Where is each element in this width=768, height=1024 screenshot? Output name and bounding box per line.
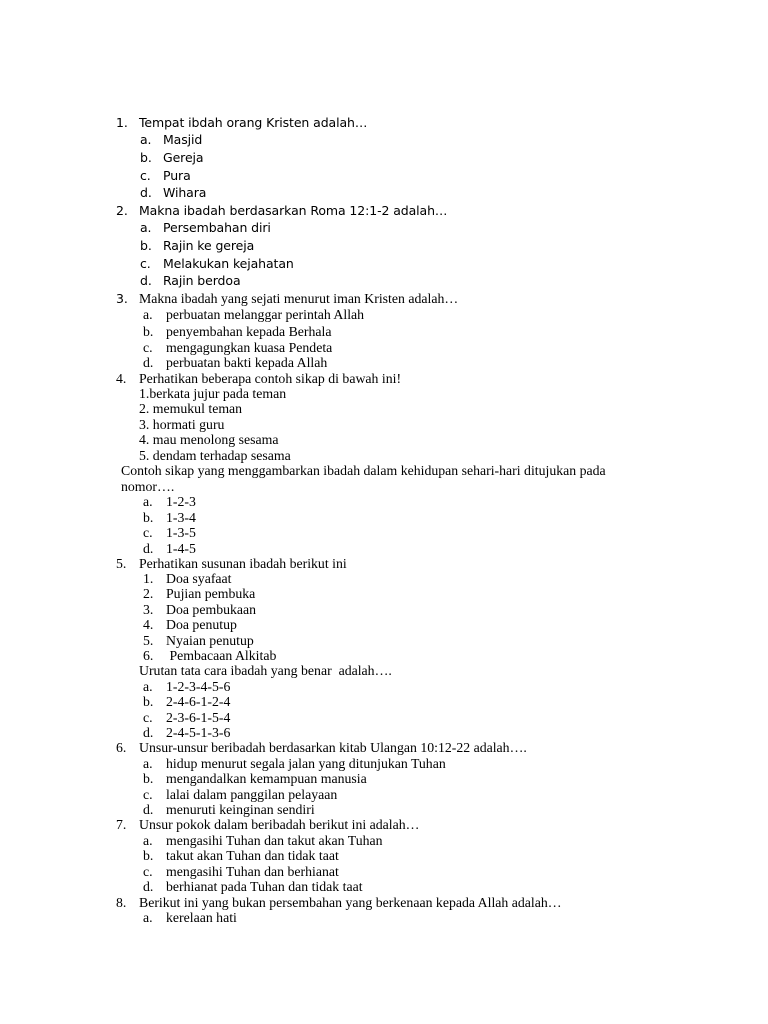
- list-item: 4. mau menolong sesama: [139, 432, 279, 447]
- option-text: Rajin berdoa: [163, 273, 241, 288]
- question-stem: nomor….: [121, 479, 175, 494]
- question-stem: Contoh sikap yang menggambarkan ibadah dalam kehidupan sehari-hari ditujukan pada: [121, 463, 606, 478]
- option-text: 1-2-3: [166, 494, 196, 509]
- option-letter: d.: [143, 355, 154, 370]
- list-item: Pembacaan Alkitab: [166, 648, 277, 663]
- option-letter: a.: [143, 307, 153, 322]
- option-text: perbuatan melanggar perintah Allah: [166, 307, 365, 322]
- option-text: penyembahan kepada Berhala: [166, 324, 332, 339]
- list-item: 5. dendam terhadap sesama: [139, 448, 291, 463]
- option-letter: c.: [143, 340, 153, 355]
- question-stem: Urutan tata cara ibadah yang benar adalah….: [139, 663, 392, 678]
- option-text: 1-2-3-4-5-6: [166, 679, 231, 694]
- option-text: Melakukan kejahatan: [163, 256, 294, 271]
- question-text: Makna ibadah yang sejati menurut iman Kristen adalah…: [139, 291, 459, 306]
- option-letter: d.: [143, 879, 154, 894]
- question-number: 7.: [116, 817, 127, 832]
- list-item: Pujian pembuka: [166, 586, 256, 601]
- option-text: Persembahan diri: [163, 220, 271, 235]
- option-letter: b.: [140, 238, 152, 253]
- option-text: 2-4-6-1-2-4: [166, 694, 231, 709]
- option-letter: b.: [140, 150, 152, 165]
- option-text: hidup menurut segala jalan yang ditunjukan Tuhan: [166, 756, 446, 771]
- option-text: Rajin ke gereja: [163, 238, 255, 253]
- option-letter: d.: [143, 725, 154, 740]
- list-item-number: 5.: [143, 633, 154, 648]
- option-letter: c.: [143, 787, 153, 802]
- option-letter: b.: [143, 848, 154, 863]
- question-text: Perhatikan susunan ibadah berikut ini: [139, 556, 347, 571]
- option-text: berhianat pada Tuhan dan tidak taat: [166, 879, 363, 894]
- option-text: Wihara: [163, 185, 207, 200]
- list-item: 3. hormati guru: [139, 417, 225, 432]
- option-text: Pura: [163, 168, 191, 183]
- option-text: menuruti keinginan sendiri: [166, 802, 315, 817]
- option-text: 2-4-5-1-3-6: [166, 725, 231, 740]
- option-text: mengasihi Tuhan dan berhianat: [166, 864, 339, 879]
- option-text: perbuatan bakti kepada Allah: [166, 355, 328, 370]
- list-item-number: 6.: [143, 648, 154, 663]
- question-text: Berikut ini yang bukan persembahan yang berkenaan kepada Allah adalah…: [139, 895, 562, 910]
- option-text: mengagungkan kuasa Pendeta: [166, 340, 333, 355]
- option-letter: b.: [143, 324, 154, 339]
- option-letter: d.: [140, 273, 152, 288]
- list-item-number: 3.: [143, 602, 154, 617]
- question-number: 8.: [116, 895, 127, 910]
- option-letter: a.: [143, 910, 153, 925]
- option-text: Masjid: [163, 132, 203, 147]
- question-number: 1.: [116, 115, 128, 130]
- option-letter: a.: [140, 132, 152, 147]
- option-letter: d.: [143, 802, 154, 817]
- question-number: 4.: [116, 371, 127, 386]
- option-text: Gereja: [163, 150, 204, 165]
- question-number: 5.: [116, 556, 127, 571]
- question-text: Unsur-unsur beribadah berdasarkan kitab Ulangan 10:12-22 adalah….: [139, 740, 527, 755]
- list-item-number: 4.: [143, 617, 154, 632]
- option-text: takut akan Tuhan dan tidak taat: [166, 848, 339, 863]
- option-letter: a.: [140, 220, 152, 235]
- question-text: Perhatikan beberapa contoh sikap di bawah ini!: [139, 371, 402, 386]
- option-text: 1-3-4: [166, 510, 196, 525]
- question-number: 6.: [116, 740, 127, 755]
- list-item: Doa pembukaan: [166, 602, 257, 617]
- option-letter: c.: [140, 256, 151, 271]
- option-letter: d.: [140, 185, 152, 200]
- list-item: Nyaian penutup: [166, 633, 254, 648]
- option-letter: c.: [140, 168, 151, 183]
- option-text: mengandalkan kemampuan manusia: [166, 771, 367, 786]
- list-item: 2. memukul teman: [139, 401, 243, 416]
- option-letter: a.: [143, 679, 153, 694]
- question-number: 3.: [116, 291, 128, 306]
- option-letter: b.: [143, 694, 154, 709]
- option-text: mengasihi Tuhan dan takut akan Tuhan: [166, 833, 383, 848]
- option-letter: b.: [143, 771, 154, 786]
- question-text: Makna ibadah berdasarkan Roma 12:1-2 adalah…: [139, 203, 448, 218]
- option-letter: c.: [143, 864, 153, 879]
- option-text: kerelaan hati: [166, 910, 237, 925]
- option-letter: d.: [143, 541, 154, 556]
- option-text: 2-3-6-1-5-4: [166, 710, 231, 725]
- option-letter: a.: [143, 756, 153, 771]
- option-letter: c.: [143, 710, 153, 725]
- option-letter: a.: [143, 494, 153, 509]
- list-item-number: 1.: [143, 571, 154, 586]
- option-letter: b.: [143, 510, 154, 525]
- list-item-number: 2.: [143, 586, 154, 601]
- question-text: Unsur pokok dalam beribadah berikut ini adalah…: [139, 817, 420, 832]
- list-item: 1.berkata jujur pada teman: [139, 386, 287, 401]
- list-item: Doa penutup: [166, 617, 237, 632]
- option-text: 1-3-5: [166, 525, 196, 540]
- question-text: Tempat ibdah orang Kristen adalah…: [139, 115, 368, 130]
- option-letter: c.: [143, 525, 153, 540]
- list-item: Doa syafaat: [166, 571, 232, 586]
- question-number: 2.: [116, 203, 128, 218]
- option-text: lalai dalam panggilan pelayaan: [166, 787, 338, 802]
- option-text: 1-4-5: [166, 541, 196, 556]
- option-letter: a.: [143, 833, 153, 848]
